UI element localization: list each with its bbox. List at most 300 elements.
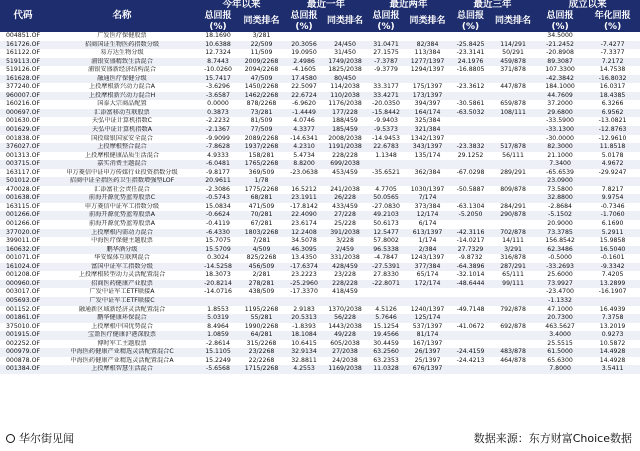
ytd-return-cell: -3.6587 [198,92,238,101]
ytd-rank-cell: 369/509 [238,169,285,178]
fund-code-cell: 005693.OF [0,297,46,306]
annualized-return-cell: -16.8032 [585,75,640,84]
3y-rank-cell: 371/878 [491,66,535,75]
ytd-rank-cell: 1990/2268 [238,323,285,332]
ytd-return-cell: 20.9611 [198,177,238,186]
2y-return-cell [367,32,405,41]
annualized-return-cell: 18.4385 [585,92,640,101]
table-row [0,340,640,349]
fund-name-cell: 申万菱信中证军工指数分级 [46,203,198,212]
2y-return-cell: 11.0328 [367,365,405,374]
inception-return-cell: -21.2452 [535,41,585,50]
2y-rank-cell: 1240/1397 [405,306,450,315]
table-row [0,288,640,297]
2y-rank-cell: 362/384 [405,169,450,178]
header-period-1y: 最近一年 [285,0,367,10]
fund-code-cell: 377240.OF [0,83,46,92]
1y-return-cell: 34.5078 [285,237,323,246]
2y-return-cell [367,177,405,186]
2y-rank-cell [405,32,450,41]
annualized-return-cell: 9.9754 [585,194,640,203]
ytd-rank-cell: 278/281 [238,280,285,289]
fund-code-cell: 377020.OF [0,229,46,238]
2y-return-cell: -20.0350 [367,100,405,109]
2y-rank-cell: 377/384 [405,263,450,272]
2y-rank-cell: 125/174 [405,314,450,323]
2y-rank-cell: 65/174 [405,271,450,280]
1y-return-cell: 17.4580 [285,75,323,84]
inception-return-cell: 62.3486 [535,246,585,255]
2y-return-cell: -22.8071 [367,280,405,289]
header-unit: (%) [285,22,323,32]
ytd-rank-cell [238,297,285,306]
fund-name-cell: 上投摩根智慧生活混合 [46,365,198,374]
3y-rank-cell: 65/111 [491,271,535,280]
1y-rank-cell: 1370/2038 [323,306,367,315]
ytd-rank-cell: 1765/2268 [238,160,285,169]
fund-name-cell: 中海医药健康产业精选灵活配置混合C [46,348,198,357]
3y-rank-cell: 289/291 [491,169,535,178]
annualized-return-cell: 7.2172 [585,58,640,67]
1y-rank-cell: 25/228 [323,220,367,229]
ytd-return-cell: 0.0000 [198,100,238,109]
fund-code-cell: 160632.OF [0,246,46,255]
table-row [0,135,640,144]
brand-logo [6,430,74,446]
ytd-rank-cell: 315/2268 [238,340,285,349]
fund-name-cell: 招商国证生物医药指数分级 [46,41,198,50]
table-header [0,0,640,32]
ytd-return-cell: 15.2249 [198,357,238,366]
ytd-return-cell: 15.5709 [198,246,238,255]
inception-return-cell: 65.6300 [535,357,585,366]
3y-return-cell: -23.3832 [450,143,491,152]
1y-rank-cell: 228/228 [323,280,367,289]
fund-code-cell: 001384.OF [0,365,46,374]
inception-return-cell: -0.5000 [535,254,585,263]
ytd-return-cell: 4.9333 [198,152,238,161]
3y-return-cell: 24.1976 [450,58,491,67]
table-row [0,177,640,186]
header-unit: (%) [367,22,405,32]
3y-return-cell: -24.4159 [450,348,491,357]
1y-return-cell: -1.4449 [285,109,323,118]
annualized-return-cell: 7.4205 [585,271,640,280]
table-row [0,357,640,366]
annualized-return-cell: 7.3758 [585,314,640,323]
2y-rank-cell: 373/384 [405,203,450,212]
header-period-3y: 最近三年 [450,0,535,10]
annualized-return-cell [585,297,640,306]
2y-rank-cell: 676/1397 [405,365,450,374]
2y-rank-cell: 1030/1397 [405,186,450,195]
3y-return-cell [450,92,491,101]
1y-return-cell: 32.8811 [285,357,323,366]
1y-return-cell: 12.2408 [285,229,323,238]
ytd-rank-cell: 2009/2268 [238,58,285,67]
ytd-rank-cell: 4/509 [238,246,285,255]
fund-code-cell: 501012.OF [0,177,46,186]
annualized-return-cell: 15.9858 [585,237,640,246]
inception-return-cell: 61.5000 [535,348,585,357]
3y-rank-cell [491,288,535,297]
3y-rank-cell: 483/878 [491,348,535,357]
3y-return-cell: -50.5887 [450,186,491,195]
2y-return-cell: 33.3177 [367,83,405,92]
2y-return-cell: 63.2353 [367,357,405,366]
ytd-rank-cell: 7/281 [238,237,285,246]
3y-rank-cell: 517/878 [491,143,535,152]
1y-rank-cell: 24/2038 [323,357,367,366]
1y-return-cell: 23.2223 [285,271,323,280]
3y-rank-cell: 284/291 [491,203,535,212]
annualized-return-cell: 6.9562 [585,109,640,118]
2y-rank-cell: 175/1397 [405,83,450,92]
annualized-return-cell: -7.4277 [585,41,640,50]
3y-rank-cell: 56/111 [491,152,535,161]
fund-name-cell: 申万菱信中证申万传媒行业投资指数分级 [46,169,198,178]
3y-rank-cell: 14/111 [491,237,535,246]
2y-return-cell: -27.0830 [367,203,405,212]
1y-rank-cell: 56/228 [323,314,367,323]
fund-code-cell: 001638.OF [0,194,46,203]
1y-return-cell: -17.8142 [285,203,323,212]
brand-circle-icon [6,434,15,443]
3y-return-cell [450,331,491,340]
3y-return-cell: -64.3896 [450,263,491,272]
1y-return-cell: 4.2310 [285,143,323,152]
2y-return-cell: 5.7646 [367,314,405,323]
1y-rank-cell: 605/2038 [323,340,367,349]
annualized-return-cell: 5.2911 [585,229,640,238]
2y-rank-cell [405,288,450,297]
ytd-rank-cell: 1803/2268 [238,229,285,238]
fund-name-cell: 广发医疗保健股票 [46,32,198,41]
2y-return-cell: 1.1348 [367,152,405,161]
3y-return-cell: -41.0672 [450,323,491,332]
fund-name-cell: 汇添富移动互联股票 [46,109,198,118]
inception-return-cell: 73.9927 [535,280,585,289]
2y-rank-cell [405,160,450,169]
1y-rank-cell [323,177,367,186]
fund-code-cell: 376027.OF [0,143,46,152]
ytd-return-cell: -9.9099 [198,135,238,144]
ytd-rank-cell: 1715/2268 [238,365,285,374]
table-row [0,66,640,75]
ytd-return-cell: 8.7443 [198,58,238,67]
fund-name-cell: 上投摩根内需动力混合 [46,229,198,238]
2y-rank-cell: 1243/1397 [405,254,450,263]
table-row [0,186,640,195]
footer [0,426,640,451]
ytd-return-cell: -7.8628 [198,143,238,152]
2y-rank-cell: 1342/1397 [405,135,450,144]
fund-code-cell: 163117.OF [0,169,46,178]
3y-rank-cell: 287/291 [491,263,535,272]
annualized-return-cell: -9.3342 [585,263,640,272]
2y-return-cell: -15.8442 [367,109,405,118]
header-total-return: 总回报 [535,10,585,22]
3y-return-cell [450,194,491,203]
2y-rank-cell: 81/174 [405,331,450,340]
inception-return-cell: 25.5515 [535,340,585,349]
inception-return-cell: -20.8908 [535,49,585,58]
2y-rank-cell: 167/1397 [405,340,450,349]
fund-code-cell: 000878.OF [0,357,46,366]
3y-return-cell: -9.8732 [450,254,491,263]
2y-rank-cell: 26/1397 [405,348,450,357]
fund-code-cell: 001838.OF [0,135,46,144]
3y-return-cell: -14.0217 [450,237,491,246]
fund-name-cell: 天弘中证计算机指数C [46,117,198,126]
1y-rank-cell: 433/459 [323,203,367,212]
ytd-rank-cell: 2094/2268 [238,66,285,75]
2y-return-cell: 50.0565 [367,194,405,203]
1y-rank-cell: 331/2038 [323,254,367,263]
inception-return-cell: 44.7609 [535,92,585,101]
table-row [0,203,640,212]
fund-code-cell: 001208.OF [0,271,46,280]
ytd-rank-cell: 1775/2268 [238,186,285,195]
1y-return-cell: -17.3370 [285,288,323,297]
fund-name-cell: 嘉实消费主题混合 [46,160,198,169]
table-row [0,160,640,169]
header-total-return: 总回报 [450,10,491,22]
fund-name-cell: 前海开源优势蓝筹股票A [46,220,198,229]
3y-rank-cell: 659/878 [491,100,535,109]
ytd-rank-cell: 3/281 [238,32,285,41]
fund-code-cell: 000697.OF [0,109,46,118]
fund-code-cell: 001861.OF [0,314,46,323]
table-row [0,41,640,50]
ytd-rank-cell: 471/509 [238,203,285,212]
inception-return-cell: 7.8000 [535,365,585,374]
3y-return-cell [450,177,491,186]
fund-code-cell: 161122.OF [0,49,46,58]
fund-code-cell: 519126.OF [0,66,46,75]
1y-rank-cell: 453/459 [323,169,367,178]
1y-rank-cell: 1169/2038 [323,365,367,374]
annualized-return-cell: 7.8217 [585,186,640,195]
fund-name-cell: 中海医药健康产业精选灵活配置混合A [46,357,198,366]
annualized-return-cell: 5.0178 [585,152,640,161]
1y-return-cell: -23.0638 [285,169,323,178]
3y-return-cell: -24.4213 [450,357,491,366]
table-row [0,348,640,357]
fund-name-cell: 前海开源优势蓝筹股票C [46,194,198,203]
ytd-return-cell: -3.6296 [198,83,238,92]
table-body [0,32,640,374]
3y-return-cell [450,160,491,169]
fund-name-cell: 广发中证军工ETF联接A [46,288,198,297]
inception-return-cell: 73.3785 [535,229,585,238]
ytd-return-cell: -0.6624 [198,211,238,220]
1y-rank-cell: 3/228 [323,237,367,246]
3y-return-cell: -23.3141 [450,49,491,58]
2y-rank-cell [405,177,450,186]
annualized-return-cell: -29.9247 [585,169,640,178]
header-unit: (%) [198,22,238,32]
data-source: 数据来源：东方财富Choice数据 [473,432,632,445]
ytd-return-cell: 12.7324 [198,49,238,58]
3y-rank-cell [491,194,535,203]
2y-return-cell: 63.2560 [367,348,405,357]
ytd-rank-cell: 22/509 [238,41,285,50]
1y-rank-cell: 31/450 [323,49,367,58]
1y-rank-cell: 185/459 [323,126,367,135]
3y-rank-cell: 459/878 [491,58,535,67]
brand-name: 华尔街见闻 [19,432,74,445]
ytd-return-cell: -2.2232 [198,117,238,126]
table-row [0,143,640,152]
ytd-rank-cell: 77/509 [238,126,285,135]
2y-rank-cell: 1277/1397 [405,58,450,67]
inception-return-cell: 47.1000 [535,306,585,315]
3y-rank-cell: 792/878 [491,306,535,315]
header-rank: 同类排名 [491,10,535,32]
1y-rank-cell: 110/2038 [323,92,367,101]
inception-return-cell: 89.3087 [535,58,585,67]
3y-rank-cell [491,32,535,41]
fund-code-cell: 001071.OF [0,254,46,263]
annualized-return-cell: -13.0821 [585,117,640,126]
2y-rank-cell: 394/397 [405,100,450,109]
1y-rank-cell: 80/450 [323,75,367,84]
ytd-return-cell: -14.5258 [198,263,238,272]
2y-rank-cell: 1/174 [405,237,450,246]
2y-rank-cell: 613/1397 [405,229,450,238]
table-row [0,32,640,41]
inception-return-cell: 184.1000 [535,83,585,92]
table-row [0,100,640,109]
inception-return-cell: 20.7300 [535,314,585,323]
3y-return-cell [450,314,491,323]
ytd-rank-cell: 158/281 [238,152,285,161]
3y-return-cell: -25.8425 [450,41,491,50]
annualized-return-cell: 0.9273 [585,331,640,340]
fund-name-cell: 招商医药健康产业股票 [46,280,198,289]
table-row [0,211,640,220]
header-unit: (%) [450,22,491,32]
2y-return-cell: 19.4566 [367,331,405,340]
table-row [0,49,640,58]
ytd-return-cell: -2.1367 [198,126,238,135]
annualized-return-cell: 3.5411 [585,365,640,374]
3y-rank-cell [491,331,535,340]
table-row [0,314,640,323]
inception-return-cell: 32.8800 [535,194,585,203]
2y-rank-cell: 164/174 [405,109,450,118]
3y-return-cell: 29.1252 [450,152,491,161]
fund-name-cell: 汇添富社会责任混合 [46,186,198,195]
2y-return-cell: 27.8330 [367,271,405,280]
3y-return-cell [450,32,491,41]
1y-rank-cell: 1176/2038 [323,100,367,109]
ytd-return-cell: 18.3073 [198,271,238,280]
fund-code-cell: 375010.OF [0,323,46,332]
2y-return-cell [367,288,405,297]
inception-return-cell: 23.0900 [535,177,585,186]
2y-return-cell: 12.5477 [367,229,405,238]
1y-return-cell: 22.6724 [285,92,323,101]
ytd-return-cell: 1.0859 [198,331,238,340]
1y-rank-cell: 2008/2038 [323,135,367,144]
header-period-inception: 成立以来 [535,0,640,10]
fund-code-cell: 001266.OF [0,220,46,229]
fund-name-cell: 前海开源优势蓝筹股票A [46,211,198,220]
annualized-return-cell: -12.8763 [585,126,640,135]
annualized-return-cell: 16.5040 [585,246,640,255]
ytd-rank-cell: 1462/2268 [238,92,285,101]
ytd-return-cell: 15.1105 [198,348,238,357]
1y-return-cell: -6.9620 [285,100,323,109]
3y-rank-cell: 316/878 [491,254,535,263]
ytd-return-cell [198,297,238,306]
annualized-return-cell: 13.2019 [585,323,640,332]
annualized-return-cell: 16.0317 [585,83,640,92]
1y-return-cell: 5.4734 [285,152,323,161]
inception-return-cell: -30.0000 [535,135,585,144]
fund-code-cell: 163115.OF [0,203,46,212]
ytd-rank-cell: 438/509 [238,288,285,297]
2y-return-cell [367,297,405,306]
fund-code-cell: 004851.OF [0,32,46,41]
fund-code-cell: 399011.OF [0,237,46,246]
fund-code-cell: 161024.OF [0,263,46,272]
2y-return-cell: -14.9453 [367,135,405,144]
3y-rank-cell: 114/291 [491,41,535,50]
fund-name-cell: 浦银安盛新经济结构混合 [46,66,198,75]
2y-rank-cell: 1294/1397 [405,66,450,75]
fund-code-cell: 160216.OF [0,100,46,109]
3y-rank-cell: 809/878 [491,186,535,195]
3y-return-cell [450,75,491,84]
2y-return-cell [367,75,405,84]
ytd-return-cell: 0.3024 [198,254,238,263]
3y-return-cell [450,135,491,144]
ytd-rank-cell: 23/2268 [238,348,285,357]
inception-return-cell: -42.3842 [535,75,585,84]
2y-return-cell: 57.8002 [367,237,405,246]
2y-return-cell: 33.4271 [367,92,405,101]
1y-return-cell: 46.3095 [285,246,323,255]
2y-rank-cell: 172/174 [405,280,450,289]
3y-rank-cell [491,220,535,229]
fund-code-cell: 000979.OF [0,348,46,357]
inception-return-cell: 3.4000 [535,331,585,340]
fund-name-cell: 融通医疗保健分级 [46,75,198,84]
1y-rank-cell: 2/459 [323,246,367,255]
1y-rank-cell: 177/228 [323,109,367,118]
ytd-return-cell: 8.4964 [198,323,238,332]
table-row [0,83,640,92]
2y-return-cell: -27.5391 [367,263,405,272]
header-unit: (%) [585,22,640,32]
inception-return-cell: -23.4700 [535,288,585,297]
table-row [0,229,640,238]
2y-rank-cell [405,297,450,306]
annualized-return-cell: 10.5872 [585,340,640,349]
ytd-return-cell: -6.4330 [198,229,238,238]
3y-rank-cell [491,340,535,349]
fund-code-cell: 001630.OF [0,117,46,126]
annualized-return-cell: 6.3266 [585,100,640,109]
ytd-return-cell: -14.0716 [198,288,238,297]
ytd-rank-cell: 878/2268 [238,100,285,109]
2y-return-cell: -4.7847 [367,254,405,263]
ytd-rank-cell: 1450/2268 [238,83,285,92]
3y-rank-cell [491,160,535,169]
